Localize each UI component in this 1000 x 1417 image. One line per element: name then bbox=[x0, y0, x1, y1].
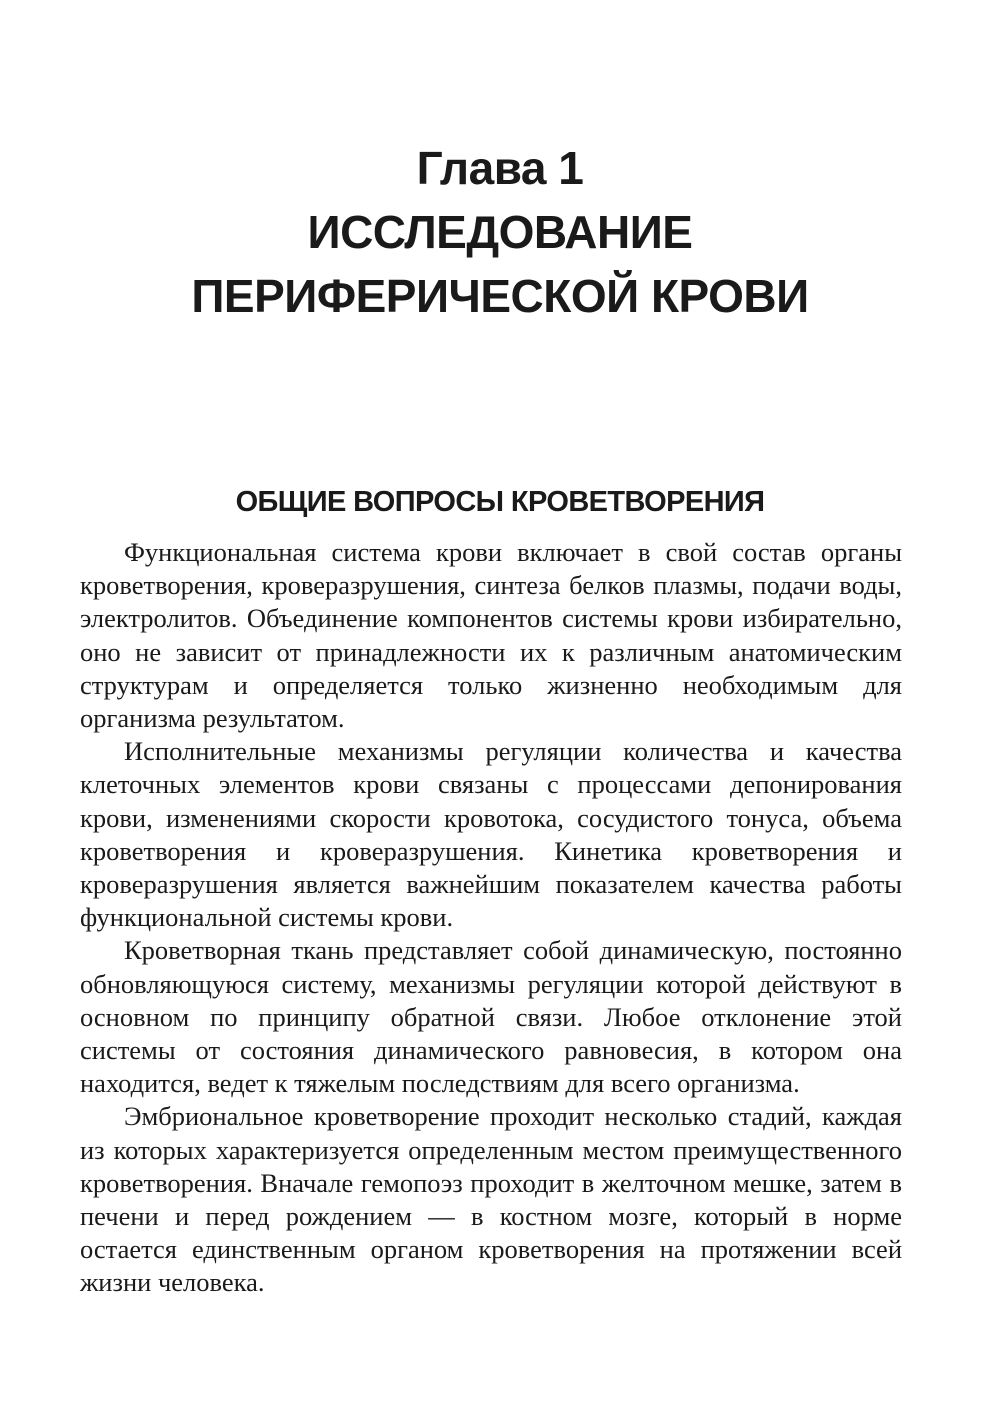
paragraph: Функциональная система крови включает в свой состав органы кроветворения, кроверазрушения, синтеза белков плазмы, подачи воды, электролитов. Объединение компонентов системы крови избирательно, оно не зависит от принадлежности их к различным анатомическим структурам и определяется только жизненно необходимым для организма результатом. bbox=[80, 537, 902, 734]
chapter-label: Глава 1 bbox=[416, 142, 584, 194]
section-heading: ОБЩИЕ ВОПРОСЫ КРОВЕТВОРЕНИЯ bbox=[235, 486, 765, 518]
paragraph: Кроветворная ткань представляет собой динамическую, постоянно обновляющуюся систему, механизмы регуляции которой действуют в основном по принципу обратной связи. Любое отклонение этой системы от состояния динамического равновесия, в котором она находится, ведет к тяжелым последствиям для всего организма. bbox=[80, 935, 902, 1099]
paragraph: Эмбриональное кроветворение проходит несколько стадий, каждая из которых характеризуется определенным местом преимущественного кроветворения. Вначале гемопоэз проходит в желточном мешке, затем в печени и перед рождением — в костном мозге, который в норме остается единственным органом кроветворения на протяжении всей жизни человека. bbox=[80, 1101, 902, 1298]
body-text bbox=[80, 536, 902, 1300]
paragraph: Исполнительные механизмы регуляции количества и качества клеточных элементов крови связаны с процессами депонирования крови, изменениями скорости кровотока, сосудистого тонуса, объема кроветворения и кроверазрушения. Кинетика кроветворения и кроверазрушения является важнейшим показателем качества работы функциональной системы крови. bbox=[80, 736, 902, 933]
chapter-title: ИССЛЕДОВАНИЕ ПЕРИФЕРИЧЕСКОЙ КРОВИ bbox=[191, 206, 809, 322]
